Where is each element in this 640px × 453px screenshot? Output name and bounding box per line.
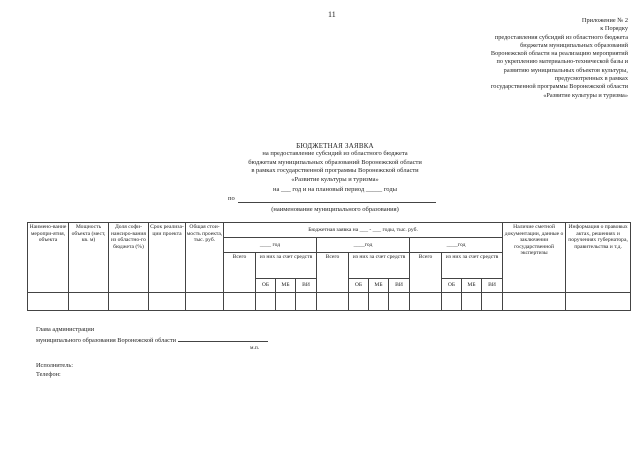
header-name: Наимено-вание меропри-ятия, объекта [28, 223, 69, 293]
cell [224, 293, 256, 311]
municipality-field-line [238, 202, 436, 203]
header-of-which: из них за счет средств [256, 253, 317, 279]
appendix-line: Приложение № 2 [581, 17, 628, 24]
header-term: Срок реализа-ции проекта [149, 223, 186, 293]
document-subtitle [150, 150, 520, 184]
cell [317, 293, 349, 311]
header-share: Доля софи-нансиро-вания из областно-го бюджета (%) [109, 223, 149, 293]
signature-line [178, 335, 268, 342]
appendix-line: по укреплению материально-технической базы и [496, 58, 628, 66]
municipality-label: (наименование муниципального образования) [271, 206, 399, 213]
appendix-line: к Порядку [600, 25, 628, 33]
header-year: ____ год [224, 238, 317, 253]
header-mb: МБ [276, 279, 296, 293]
header-total: Всего [410, 253, 442, 293]
header-ob: ОБ [256, 279, 276, 293]
header-of-which: из них за счет средств [442, 253, 503, 279]
cell [503, 293, 566, 311]
municipality-text: муниципального образования Воронежской области [36, 337, 177, 344]
appendix-line: предусмотренных в рамках [554, 75, 628, 83]
header-info: Информация о правовых актах, решениях и поручениях губернатора, правительства и т.д. [566, 223, 631, 293]
header-total: Всего [317, 253, 349, 293]
header-year: ____год [317, 238, 410, 253]
header-total: Всего [224, 253, 256, 293]
cell [296, 293, 317, 311]
cell [109, 293, 149, 311]
appendix-line: Воронежской области на реализацию мероприятий [490, 50, 628, 58]
subtitle-line: бюджетам муниципальных образований Воронежской области [248, 158, 422, 166]
municipality-prefix: по [228, 195, 235, 202]
phone-label: Телефон: [36, 371, 61, 378]
header-cost: Общая стои-мость проекта, тыс. руб. [186, 223, 224, 293]
appendix-line: бюджетам муниципальных образований [520, 41, 628, 49]
header-capacity: Мощность объекта (мест, кв. м) [69, 223, 109, 293]
cell [482, 293, 503, 311]
page-number: 11 [328, 10, 336, 19]
header-ob: ОБ [349, 279, 369, 293]
cell [28, 293, 69, 311]
cell [566, 293, 631, 311]
header-vi: ВИ [389, 279, 410, 293]
subtitle-line: на предоставление субсидий из областного бюджета [262, 150, 408, 157]
cell [442, 293, 462, 311]
period-line: на ___ год и на плановый период _____ годы [272, 186, 398, 193]
header-year: ____год [410, 238, 503, 253]
stamp-place: м.п. [250, 345, 260, 351]
subtitle-line: «Развитие культуры и туризма» [291, 175, 379, 183]
cell [186, 293, 224, 311]
cell [256, 293, 276, 311]
cell [349, 293, 369, 311]
budget-request-table [27, 222, 631, 311]
document-title: БЮДЖЕТНАЯ ЗАЯВКА [296, 142, 374, 150]
appendix-line: развитию муниципальных объектов культуры, [503, 66, 628, 74]
head-of-administration: Глава администрации [36, 326, 95, 333]
cell [369, 293, 389, 311]
header-budget: Бюджетная заявка на ___ - ___ годы, тыс. руб. [224, 223, 503, 238]
cell [276, 293, 296, 311]
appendix-line: государственной программы Воронежской области [490, 83, 628, 91]
appendix-header [388, 17, 628, 100]
municipality-line [36, 335, 268, 345]
header-vi: ВИ [482, 279, 503, 293]
executor-label: Исполнитель: [36, 362, 73, 369]
cell [462, 293, 482, 311]
cell [69, 293, 109, 311]
header-vi: ВИ [296, 279, 317, 293]
header-mb: МБ [462, 279, 482, 293]
appendix-line: предоставления субсидий из областного бюджета [494, 33, 628, 41]
header-mb: МБ [369, 279, 389, 293]
table-row [28, 293, 631, 311]
header-of-which: из них за счет средств [349, 253, 410, 279]
subtitle-line: в рамках государственной программы Воронежской области [251, 167, 419, 175]
cell [389, 293, 410, 311]
header-docs: Наличие сметной документации, данные о заключении государственной экспертизы [503, 223, 566, 293]
appendix-line: «Развитие культуры и туризма» [543, 91, 628, 99]
cell [410, 293, 442, 311]
header-ob: ОБ [442, 279, 462, 293]
cell [149, 293, 186, 311]
